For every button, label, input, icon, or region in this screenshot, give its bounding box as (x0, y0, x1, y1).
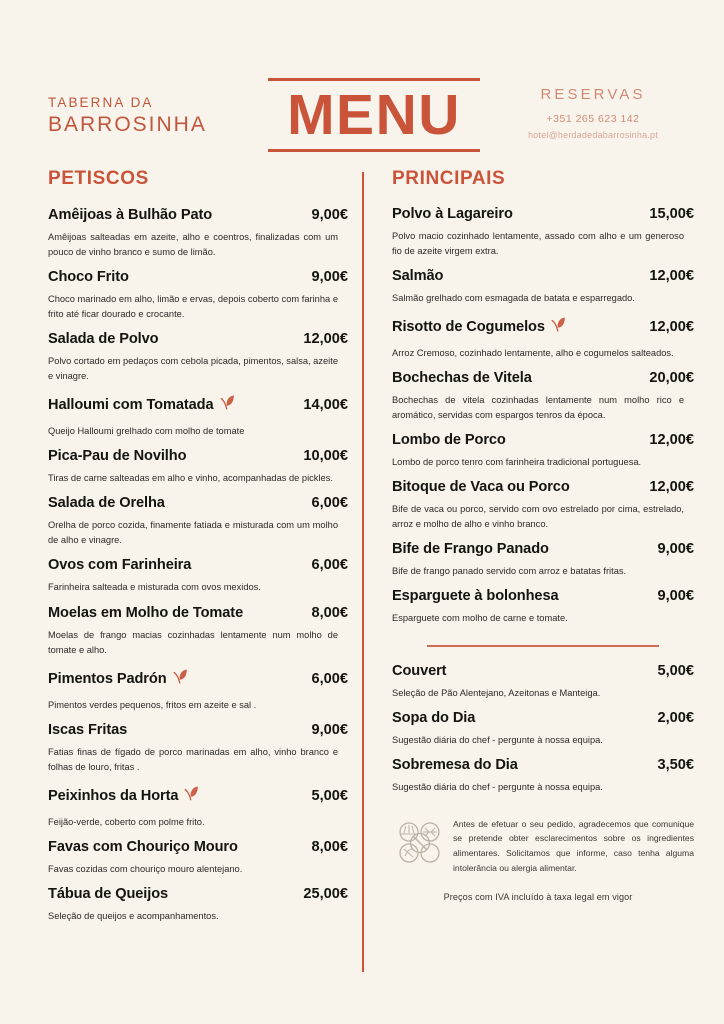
menu-item-name-block (392, 206, 513, 222)
menu-item-name: Peixinhos da Horta (48, 787, 179, 804)
brand-name-line2: BARROSINHA (48, 112, 207, 136)
menu-item-name: Bochechas de Vitela (392, 370, 532, 387)
menu-item-description: Sugestão diária do chef - pergunte à nossa equipa. (392, 781, 603, 792)
menu-item-name-block (48, 495, 165, 511)
menu-item-name-block (392, 710, 475, 726)
menu-item-header (48, 207, 348, 223)
menu-item-name: Pimentos Padrón (48, 670, 167, 687)
menu-item-price: 9,00€ (311, 269, 348, 286)
menu-item-price: 9,00€ (657, 588, 694, 605)
menu-item (48, 495, 348, 548)
menu-item-description: Feijão-verde, coberto com polme frito. (48, 816, 205, 827)
menu-item (48, 605, 348, 658)
menu-item-name-block (392, 663, 446, 679)
menu-columns (0, 160, 724, 933)
menu-item (48, 393, 348, 439)
menu-item-description: Salmão grelhado com esmagada de batata e esparregado. (392, 293, 635, 304)
section-title-petiscos: PETISCOS (48, 168, 149, 189)
menu-item-header (392, 663, 694, 679)
reservations-block (480, 81, 688, 148)
menu-item-name: Moelas em Molho de Tomate (48, 604, 244, 621)
extras-divider (427, 645, 659, 647)
menu-item (48, 331, 348, 384)
menu-item-name-block (48, 839, 238, 855)
column-gap (348, 168, 392, 933)
menu-item-header (48, 448, 348, 464)
brand-name-line1: TABERNA DA (48, 95, 154, 111)
vat-notice: Preços com IVA incluído à taxa legal em vigor (443, 891, 633, 902)
menu-item-name-block (392, 268, 443, 284)
menu-item-name: Couvert (392, 662, 447, 679)
menu-item-header (48, 331, 348, 347)
menu-item-price: 20,00€ (649, 370, 694, 387)
menu-item-header (48, 557, 348, 573)
menu-item-name: Bitoque de Vaca ou Porco (392, 479, 570, 496)
reservations-email[interactable]: hotel@herdadedabarrosinha.pt (528, 130, 658, 141)
menu-item-name: Amêijoas à Bulhão Pato (48, 207, 213, 223)
menu-item-description: Orelha de porco cozida, finamente fatiada e misturada com um molho de alho e vinagre. (48, 520, 338, 546)
menu-item-name: Pica-Pau de Novilho (48, 448, 187, 465)
menu-item-name: Risotto de Cogumelos (392, 319, 545, 336)
menu-item-header (392, 206, 694, 222)
menu-item (392, 206, 694, 259)
menu-item-header (392, 315, 694, 339)
menu-item-header (48, 784, 348, 808)
menu-header (0, 0, 724, 160)
menu-item-description: Favas cozidas com chouriço mouro alentejano. (48, 863, 243, 874)
menu-item-header (48, 722, 348, 738)
menu-item-header (392, 268, 694, 284)
menu-item-name: Favas com Chouriço Mouro (48, 838, 238, 855)
menu-item-price: 8,00€ (311, 604, 348, 621)
menu-item-price: 9,00€ (657, 541, 694, 558)
menu-item-price: 6,00€ (311, 670, 348, 687)
menu-item-price: 10,00€ (303, 448, 348, 465)
menu-item-description: Seleção de Pão Alentejano, Azeitonas e Manteiga. (392, 687, 601, 698)
menu-item-header (392, 588, 694, 604)
menu-item-name: Bife de Frango Panado (392, 541, 549, 558)
vegetarian-icon (182, 784, 201, 808)
vertical-divider (362, 172, 364, 972)
menu-item-header (392, 541, 694, 557)
menu-item-name-block (48, 207, 212, 223)
menu-item (48, 784, 348, 830)
menu-item (392, 479, 694, 532)
menu-item (392, 663, 694, 701)
menu-item-name: Ovos com Farinheira (48, 557, 192, 574)
menu-item-price: 6,00€ (311, 557, 348, 574)
section-title-principais: PRINCIPAIS (392, 168, 506, 189)
menu-item-description: Tiras de carne salteadas em alho e vinho, acompanhadas de pickles. (48, 473, 333, 484)
menu-item-description: Lombo de porco tenro com farinheira tradicional portuguesa. (392, 457, 642, 468)
menu-item-header (48, 269, 348, 285)
menu-item-name-block (48, 722, 127, 738)
menu-item-description: Polvo cortado em pedaços com cebola picada, pimentos, salsa, azeite e vinagre. (48, 356, 338, 382)
menu-item-header (48, 886, 348, 902)
menu-item-price: 12,00€ (649, 432, 694, 449)
menu-item-description: Choco marinado em alho, limão e ervas, depois coberto com farinha e frito até ficar dourado e crocante. (48, 294, 338, 320)
menu-item (48, 886, 348, 924)
menu-item-description: Moelas de frango macias cozinhadas lentamente num molho de tomate e alho. (48, 629, 338, 655)
menu-item (392, 757, 694, 795)
menu-item-name: Iscas Fritas (48, 721, 128, 738)
menu-item-header (48, 605, 348, 621)
menu-item (392, 370, 694, 423)
allergen-notice (392, 817, 694, 876)
menu-item-description: Queijo Halloumi grelhado com molho de tomate (48, 426, 245, 437)
menu-item (48, 448, 348, 486)
menu-item-header (392, 757, 694, 773)
menu-item-description: Polvo macio cozinhado lentamente, assado com alho e um generoso fio de azeite virgem extra. (392, 231, 684, 257)
menu-item (392, 588, 694, 626)
menu-item-price: 5,00€ (657, 662, 694, 679)
menu-item-name-block (392, 541, 549, 557)
menu-item-name-block (392, 315, 568, 339)
menu-item-description: Esparguete com molho de carne e tomate. (392, 613, 568, 624)
menu-item-price: 12,00€ (649, 268, 694, 285)
menu-item-header (392, 710, 694, 726)
restaurant-logo (48, 93, 260, 137)
menu-item-price: 9,00€ (311, 721, 348, 738)
petiscos-item-list (48, 207, 348, 924)
principais-item-list (392, 206, 694, 627)
principais-column (392, 168, 694, 933)
menu-item-header (48, 667, 348, 691)
menu-item (392, 268, 694, 306)
menu-item-description: Amêijoas salteadas em azeite, alho e coentros, finalizadas com um pouco de vinho branco e sumo de limão. (48, 232, 338, 258)
menu-item-price: 25,00€ (303, 885, 348, 902)
menu-item-price: 3,50€ (657, 756, 694, 773)
menu-item-price: 12,00€ (649, 319, 694, 336)
menu-item-price: 5,00€ (311, 787, 348, 804)
menu-item-description: Farinheira salteada e misturada com ovos mexidos. (48, 582, 261, 593)
menu-item-price: 9,00€ (311, 207, 348, 223)
page-title: MENU (287, 82, 461, 147)
menu-item-description: Fatias finas de fígado de porco marinadas em alho, vinho branco e folhas de louro, fritas . (48, 746, 338, 772)
vegetarian-icon (549, 315, 568, 339)
menu-item (392, 432, 694, 470)
menu-item-description: Sugestão diária do chef - pergunte à nossa equipa. (392, 734, 603, 745)
menu-item-name: Sopa do Dia (392, 709, 476, 726)
menu-item-name-block (392, 757, 518, 773)
menu-item (392, 541, 694, 579)
menu-item-price: 15,00€ (649, 206, 694, 222)
menu-item-header (392, 370, 694, 386)
menu-item-name-block (48, 393, 237, 417)
menu-item-description: Seleção de queijos e acompanhamentos. (48, 910, 219, 921)
menu-item-description: Bife de frango panado servido com arroz e batatas fritas. (392, 566, 627, 577)
menu-item-price: 12,00€ (649, 479, 694, 496)
menu-item-name: Halloumi com Tomatada (48, 397, 214, 414)
menu-item-name: Polvo à Lagareiro (392, 206, 513, 222)
menu-item-name-block (48, 784, 201, 808)
menu-item (48, 839, 348, 877)
menu-item-name-block (48, 269, 129, 285)
menu-item-name-block (48, 448, 186, 464)
petiscos-column (48, 168, 348, 933)
menu-item-header (48, 839, 348, 855)
menu-item-description: Arroz Cremoso, cozinhado lentamente, alho e cogumelos salteados. (392, 348, 674, 359)
menu-title-block (268, 78, 480, 153)
menu-item-price: 6,00€ (311, 495, 348, 512)
menu-item (48, 269, 348, 322)
menu-item-name-block (392, 432, 506, 448)
menu-item-name-block (48, 886, 168, 902)
menu-item-name: Esparguete à bolonhesa (392, 588, 559, 605)
menu-item-name: Lombo de Porco (392, 432, 506, 449)
menu-item-price: 14,00€ (303, 397, 348, 414)
menu-item (392, 315, 694, 361)
menu-item-name-block (392, 370, 532, 386)
menu-item-description: Pimentos verdes pequenos, fritos em azeite e sal . (48, 699, 257, 710)
menu-item-name-block (48, 667, 190, 691)
vegetarian-icon (171, 667, 190, 691)
menu-item-name-block (48, 331, 158, 347)
menu-item-header (48, 495, 348, 511)
menu-item-header (48, 393, 348, 417)
menu-item-header (392, 432, 694, 448)
menu-item-price: 8,00€ (311, 838, 348, 855)
menu-item-name: Tábua de Queijos (48, 885, 169, 902)
menu-item-name-block (392, 479, 570, 495)
menu-item-header (392, 479, 694, 495)
menu-item-name: Salada de Orelha (48, 495, 165, 512)
menu-item-name-block (392, 588, 558, 604)
reservations-heading: RESERVAS (540, 86, 646, 104)
menu-item (392, 710, 694, 748)
menu-item (48, 722, 348, 775)
menu-item-description: Bochechas de vitela cozinhadas lentamente num molho rico e aromático, servidas com espargos tenros da época. (392, 395, 684, 421)
vegetarian-icon (218, 393, 237, 417)
allergen-cluster-icon (396, 817, 444, 871)
menu-item-name: Salmão (392, 268, 444, 285)
menu-item-price: 2,00€ (657, 709, 694, 726)
menu-item-description: Bife de vaca ou porco, servido com ovo estrelado por cima, estrelado, arroz e molho de alho e vinho branco. (392, 504, 684, 530)
menu-item-price: 12,00€ (303, 331, 348, 348)
menu-item (48, 557, 348, 595)
menu-item-name: Salada de Polvo (48, 331, 159, 348)
title-rule-bottom (268, 149, 480, 152)
extras-item-list (392, 663, 694, 795)
menu-item-name-block (48, 557, 191, 573)
menu-item-name: Sobremesa do Dia (392, 756, 518, 773)
menu-item (48, 667, 348, 713)
menu-item (48, 207, 348, 260)
reservations-phone[interactable]: +351 265 623 142 (546, 112, 640, 125)
menu-item-name-block (48, 605, 243, 621)
menu-item-name: Choco Frito (48, 269, 129, 286)
allergen-notice-text: Antes de efetuar o seu pedido, agradecemos que comunique se pretende obter esclarecimentos sobre os ingredientes alimentares. Solicitamos que informe, caso tenha alguma intolerância ou alergia alimentar. (453, 818, 694, 873)
